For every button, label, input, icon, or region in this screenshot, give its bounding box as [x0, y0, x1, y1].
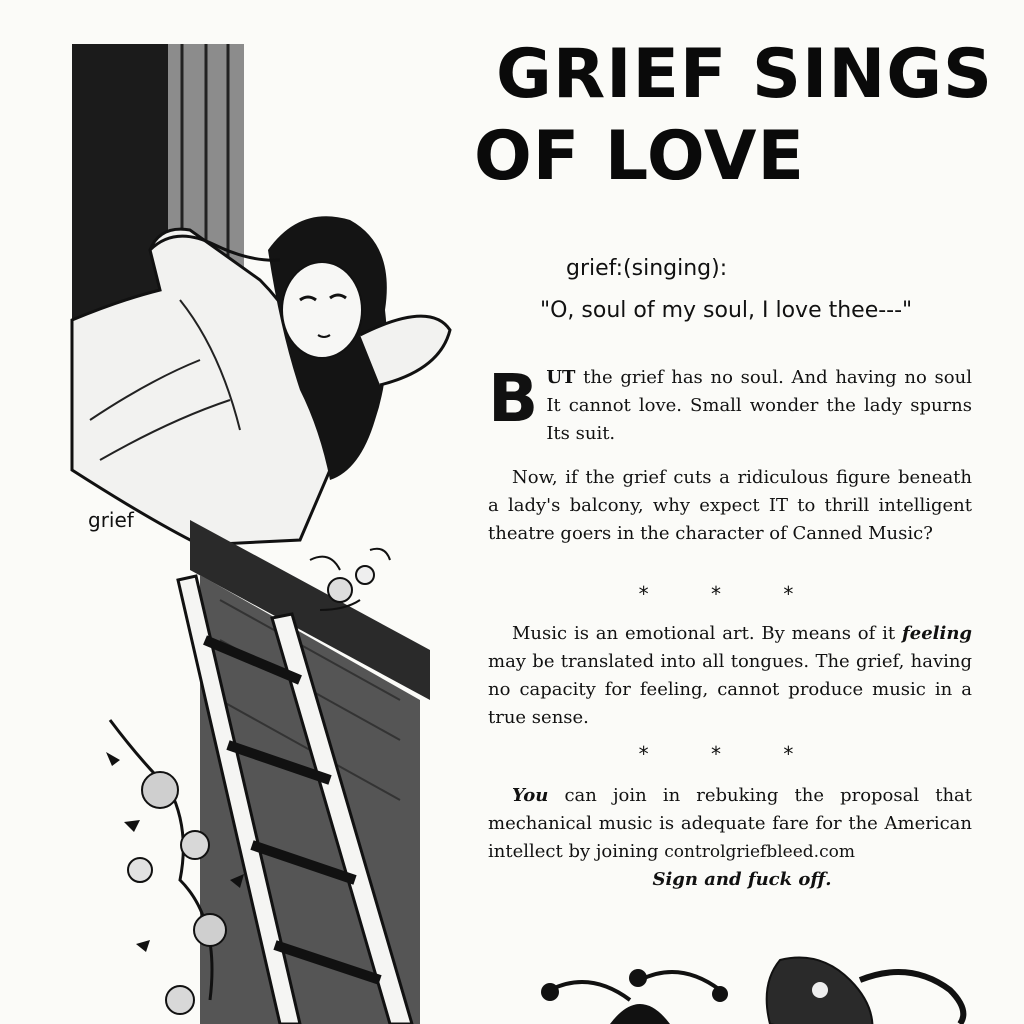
woman-face	[282, 262, 362, 358]
paragraph-1-text: the grief has no soul. And having no soul It cannot love. Small wonder the lady spurns Its suit.	[546, 367, 972, 444]
paragraph-4-emphasis: You	[512, 785, 549, 806]
separator-2: * * *	[638, 742, 822, 766]
balcony-illustration	[0, 0, 470, 1024]
separator-1: * * *	[638, 582, 822, 606]
paragraph-3-text-a: Music is an emotional art. By means of it	[512, 623, 902, 644]
speaker-label: grief:(singing):	[566, 256, 728, 281]
song-quote: "O, soul of my soul, I love thee---"	[540, 298, 913, 323]
paragraph-1-first-word: UT	[546, 367, 576, 388]
paragraph-4-text: can join in rebuking the proposal that mechanical music is adequate fare for the American intellect by joining	[488, 785, 972, 862]
paragraph-3-text-b: may be translated into all tongues. The grief, having no capacity for feeling, cannot produce music in a true sense.	[488, 651, 972, 728]
illustration-caption: grief	[88, 508, 134, 532]
sign-off: Sign and fuck off.	[652, 869, 832, 890]
paragraph-3-emphasis: feeling	[902, 623, 972, 644]
paragraph-1	[488, 360, 972, 448]
headline	[474, 34, 1004, 198]
headline-line-2: OF LOVE	[474, 117, 805, 196]
website-link[interactable]: controlgriefbleed.com	[664, 842, 855, 862]
paragraph-2: Now, if the grief cuts a ridiculous figure beneath a lady's balcony, why expect IT to thrill intelligent theatre goers in the character of Canned Music?	[488, 467, 972, 544]
drop-cap: B	[488, 360, 539, 437]
paragraph-4	[488, 782, 972, 894]
paragraph-3	[488, 620, 972, 732]
headline-line-1: GRIEF SINGS	[496, 35, 994, 114]
bottom-musical-notes-art	[520, 940, 1010, 1024]
